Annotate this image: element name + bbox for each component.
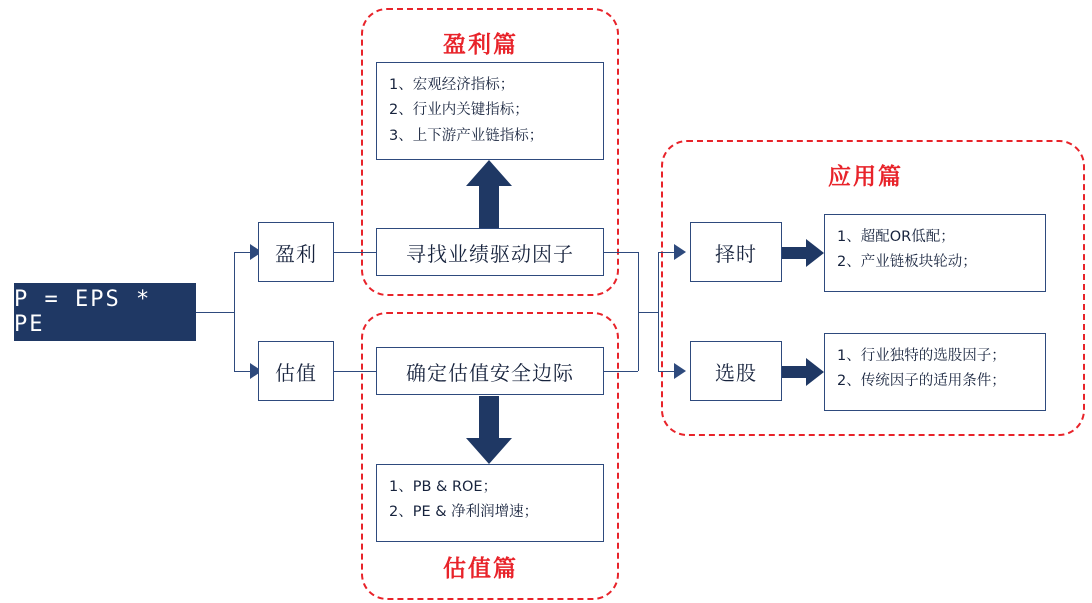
- branch-box-profit: [258, 222, 334, 282]
- block-arrow-right-stock: [782, 358, 824, 386]
- stock-point-list: [824, 333, 1046, 411]
- branch-box-valuation-label: 估值: [275, 360, 317, 385]
- profit-factor-item: 3、上下游产业链指标；: [389, 127, 544, 144]
- timing-point-item: 2、产业链板块轮动；: [837, 254, 977, 271]
- connector-core-profit-right: [604, 252, 638, 253]
- application-group-title: 应用篇: [828, 164, 903, 190]
- core-box-valuation-margin: [376, 347, 604, 395]
- profit-factor-item: 1、宏观经济指标；: [389, 77, 515, 93]
- connector-branch-vertical: [234, 252, 235, 372]
- stock-point-item: 1、行业独特的选股因子；: [837, 348, 1006, 364]
- valuation-factor-item: 1、PB & ROE；: [389, 479, 498, 495]
- formula-box: [14, 283, 196, 341]
- connector-valuation-to-core: [334, 371, 376, 372]
- application-box-stock-label: 选股: [715, 360, 757, 385]
- arrowhead-to-stock-box: [674, 363, 690, 379]
- valuation-factor-list: [376, 464, 604, 542]
- timing-point-item: 1、超配OR低配；: [837, 229, 955, 245]
- connector-merge-right: [638, 312, 658, 313]
- connector-profit-to-core: [334, 252, 376, 253]
- block-arrow-right-timing: [782, 239, 824, 267]
- valuation-group-title: 估值篇: [443, 556, 518, 582]
- profit-factor-list: [376, 62, 604, 160]
- connector-split-vertical-right: [658, 252, 659, 371]
- block-arrow-down-valuation: [466, 396, 512, 464]
- block-arrow-up-profit: [466, 160, 512, 228]
- connector-core-valuation-right: [604, 371, 638, 372]
- application-box-timing-label: 择时: [715, 241, 757, 266]
- profit-factor-item: 2、行业内关键指标；: [389, 102, 529, 119]
- profit-group-title: 盈利篇: [443, 32, 518, 58]
- branch-box-valuation: [258, 341, 334, 401]
- application-box-stock: [690, 341, 782, 401]
- connector-formula-right: [196, 312, 234, 313]
- arrowhead-to-timing-box: [674, 244, 690, 260]
- application-box-timing: [690, 222, 782, 282]
- branch-box-profit-label: 盈利: [275, 241, 317, 266]
- valuation-factor-item: 2、PE & 净利润增速；: [389, 504, 539, 521]
- stock-point-item: 2、传统因子的适用条件；: [837, 373, 1006, 390]
- formula-label: P = EPS * PE: [14, 287, 152, 337]
- core-box-valuation-margin-label: 确定估值安全边际: [406, 360, 574, 385]
- timing-point-list: [824, 214, 1046, 292]
- core-box-profit-driver: [376, 228, 604, 276]
- core-box-profit-driver-label: 寻找业绩驱动因子: [406, 241, 574, 266]
